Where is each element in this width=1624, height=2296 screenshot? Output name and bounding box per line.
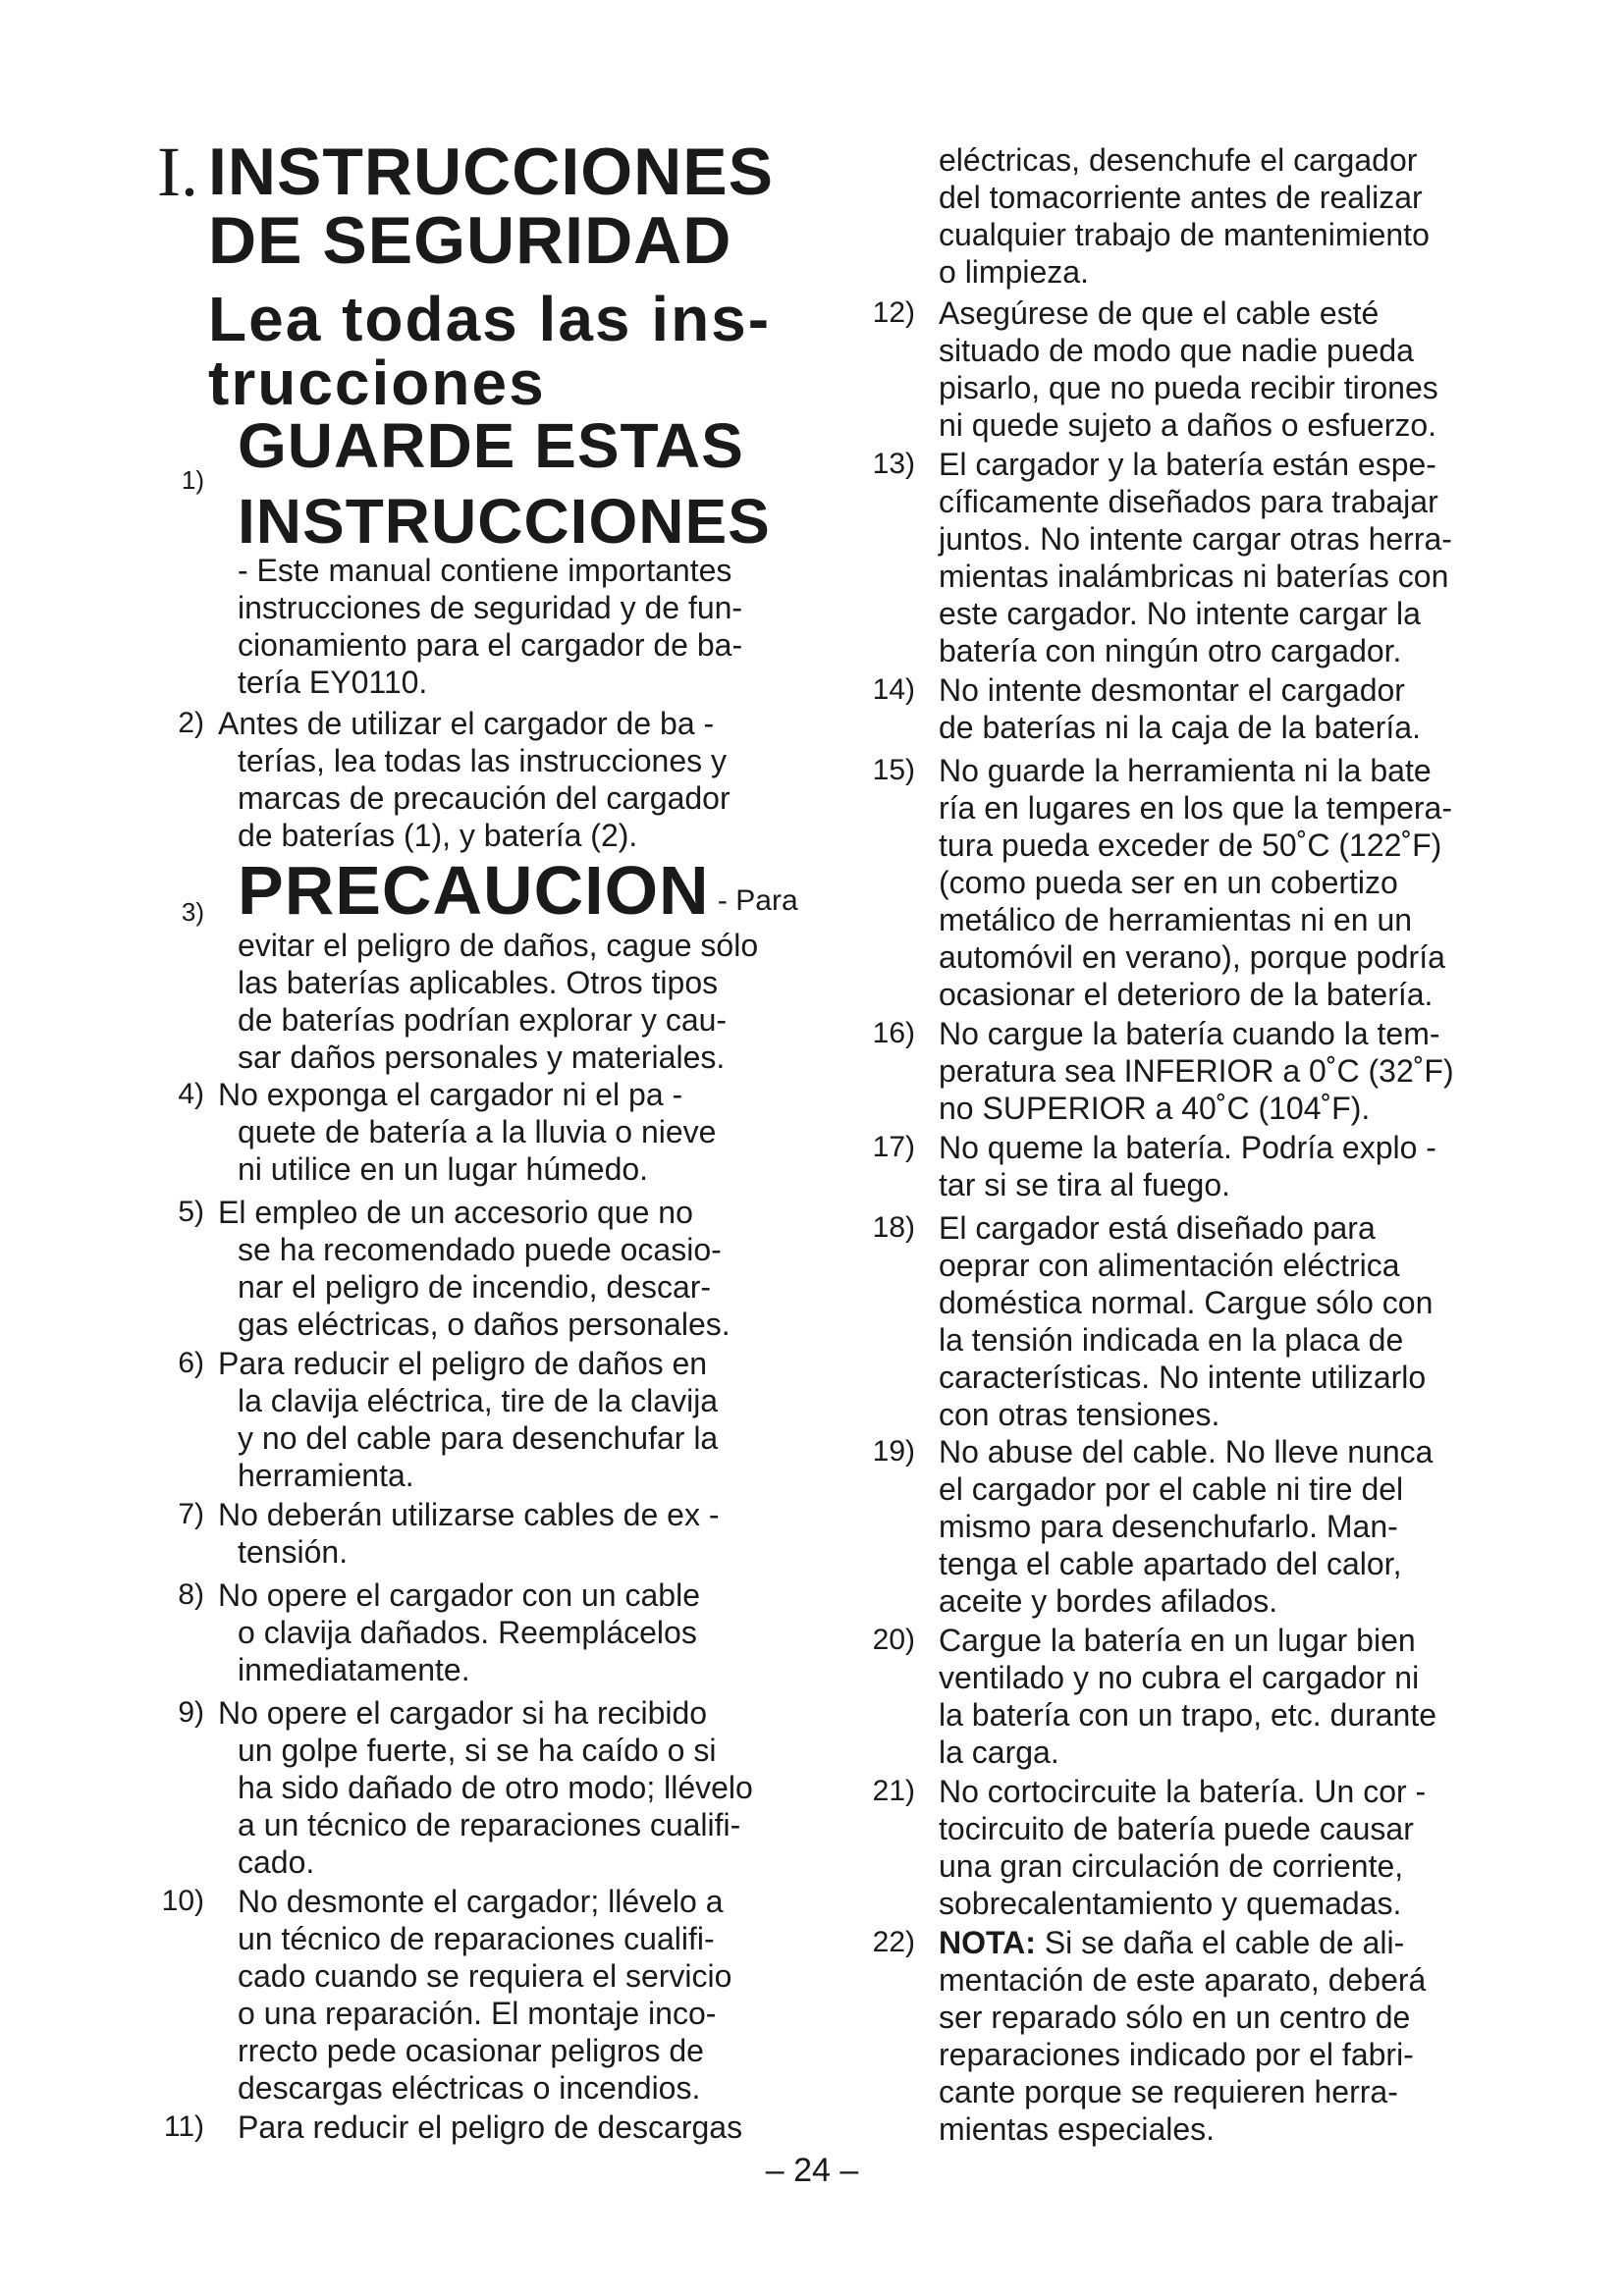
item-number: 22) bbox=[872, 1926, 915, 1958]
item-text: No exponga el cargador ni el pa - quete de batería a la lluvia o nieve ni utilice en un lugar húmedo. bbox=[218, 1077, 717, 1187]
item-text: - Este manual contiene importantes instrucciones de seguridad y de fun- cionamiento para el cargador de ba- tería EY0110. bbox=[238, 553, 743, 700]
item-text: No queme la batería. Podría explo - tar si se tira al fuego. bbox=[939, 1130, 1436, 1202]
item-text: Cargue la batería en un lugar bien ventilado y no cubra el cargador ni la batería con un trapo, etc. durante la carga. bbox=[939, 1623, 1436, 1770]
item-number: 4) bbox=[178, 1078, 204, 1110]
item-text: evitar el peligro de daños, cague sólo las baterías aplicables. Otros tipos de baterías podrían explorar y cau- sar daños personales y materiales. bbox=[238, 928, 759, 1075]
item-number: 10) bbox=[161, 1885, 204, 1917]
item-text: El cargador y la batería están espe- cíficamente diseñados para trabajar juntos. No intente cargar otras herra- mientas inalámbricas ni baterías con este cargador. No intente cargar la batería con ningún otro cargador. bbox=[939, 447, 1452, 668]
section-title-line2: DE SEGURIDAD bbox=[208, 203, 732, 278]
item-text: Para reducir el peligro de daños en la clavija eléctrica, tire de la clavija y no del cable para desenchufar la herramienta. bbox=[218, 1346, 719, 1493]
item-text: Asegúrese de que el cable esté situado de modo que nadie pueda pisarlo, que no pueda recibir tirones ni quede sujeto a daños o esfuerzo. bbox=[939, 295, 1438, 443]
item-number: 18) bbox=[872, 1211, 915, 1244]
item-number: 3) bbox=[181, 897, 204, 927]
item-text: No abuse del cable. No lleve nunca el cargador por el cable ni tire del mismo para desenchufarlo. Man- tenga el cable apartado del calor, aceite y bordes afilados. bbox=[939, 1434, 1434, 1619]
item-number: 2) bbox=[178, 707, 204, 739]
item-text: eléctricas, desenchufe el cargador del tomacorriente antes de realizar cualquier trabajo de mantenimiento o limpieza. bbox=[939, 142, 1430, 290]
item-number: 6) bbox=[178, 1347, 204, 1379]
item-number: 21) bbox=[872, 1775, 915, 1807]
item-number: 8) bbox=[178, 1578, 204, 1611]
item-text: No guarde la herramienta ni la bate ría en lugares en los que la tempera- tura pueda exceder de 50˚C (122˚F) (como pueda ser en un cobertizo metálico de herramientas ni en un automóvil en verano), porque podría ocasionar el deterioro de la batería. bbox=[939, 753, 1452, 1012]
item-number: 14) bbox=[872, 673, 915, 706]
item-text: No opere el cargador con un cable o clavija dañados. Reemplácelos inmediatamente. bbox=[218, 1577, 700, 1687]
item-text: Para reducir el peligro de descargas bbox=[238, 2109, 743, 2145]
item-text: NOTA: Si se daña el cable de ali- mentación de este aparato, deberá ser reparado sólo en un centro de reparaciones indicado por el fabri- cante porque se requieren herra- mientas especiales. bbox=[939, 1925, 1427, 2147]
item-number: 5) bbox=[178, 1196, 204, 1228]
section-roman-numeral: I. bbox=[157, 133, 198, 211]
item-text: Antes de utilizar el cargador de ba - terías, lea todas las instrucciones y marcas de precaución del cargador de baterías (1), y batería (2). bbox=[218, 706, 731, 853]
item-number: 9) bbox=[178, 1696, 204, 1729]
item-text: No deberán utilizarse cables de ex - tensión. bbox=[218, 1497, 720, 1570]
item-number: 17) bbox=[872, 1131, 915, 1163]
lead-line1: Lea todas las ins- bbox=[208, 284, 772, 354]
item-number: 11) bbox=[163, 2110, 204, 2143]
item-text: No intente desmontar el cargador de baterías ni la caja de la batería. bbox=[939, 672, 1421, 745]
page-number: – 24 – bbox=[765, 2152, 859, 2189]
item-number: 12) bbox=[872, 296, 915, 329]
nota-label: NOTA: bbox=[939, 1925, 1036, 1960]
precaucion-heading: PRECAUCION bbox=[238, 852, 710, 929]
item-number: 7) bbox=[178, 1498, 204, 1530]
precaucion-tail: - Para bbox=[709, 884, 798, 917]
item-text: No desmonte el cargador; llévelo a un técnico de reparaciones cualifi- cado cuando se requiera el servicio o una reparación. El montaje inco- rrecto pede ocasionar peligros de descargas eléctricas o incendios. bbox=[238, 1884, 732, 2106]
item-text: No cargue la batería cuando la tem- peratura sea INFERIOR a 0˚C (32˚F) no SUPERIOR a 40˚C (104˚F). bbox=[939, 1016, 1454, 1126]
item-number: 15) bbox=[872, 754, 915, 786]
item-text: No cortocircuite la batería. Un cor - tocircuito de batería puede causar una gran circulación de corriente, sobrecalentamiento y quemadas. bbox=[939, 1774, 1427, 1921]
item-text: El empleo de un accesorio que no se ha recomendado puede ocasio- nar el peligro de incendio, descar- gas eléctricas, o daños personales. bbox=[218, 1195, 731, 1342]
guarde-heading-line1: GUARDE ESTAS bbox=[238, 410, 744, 481]
item-number: 13) bbox=[872, 448, 915, 480]
item-number: 20) bbox=[872, 1624, 915, 1656]
section-title-line1: INSTRUCCIONES bbox=[208, 134, 774, 209]
guarde-heading-line2: INSTRUCCIONES bbox=[238, 486, 771, 557]
lead-line2: trucciones bbox=[208, 347, 546, 418]
item-number: 1) bbox=[181, 465, 204, 495]
precaucion-heading-line bbox=[238, 852, 798, 935]
item-number: 19) bbox=[872, 1435, 915, 1468]
item-text: No opere el cargador si ha recibido un golpe fuerte, si se ha caído o si ha sido dañado de otro modo; llévelo a un técnico de reparaciones cualifi- cado. bbox=[218, 1695, 753, 1880]
item-number: 16) bbox=[872, 1017, 915, 1049]
item-text: El cargador está diseñado para oeprar con alimentación eléctrica doméstica normal. Cargue sólo con la tensión indicada en la placa de características. No intente utilizarlo con otras tensiones. bbox=[939, 1210, 1434, 1432]
